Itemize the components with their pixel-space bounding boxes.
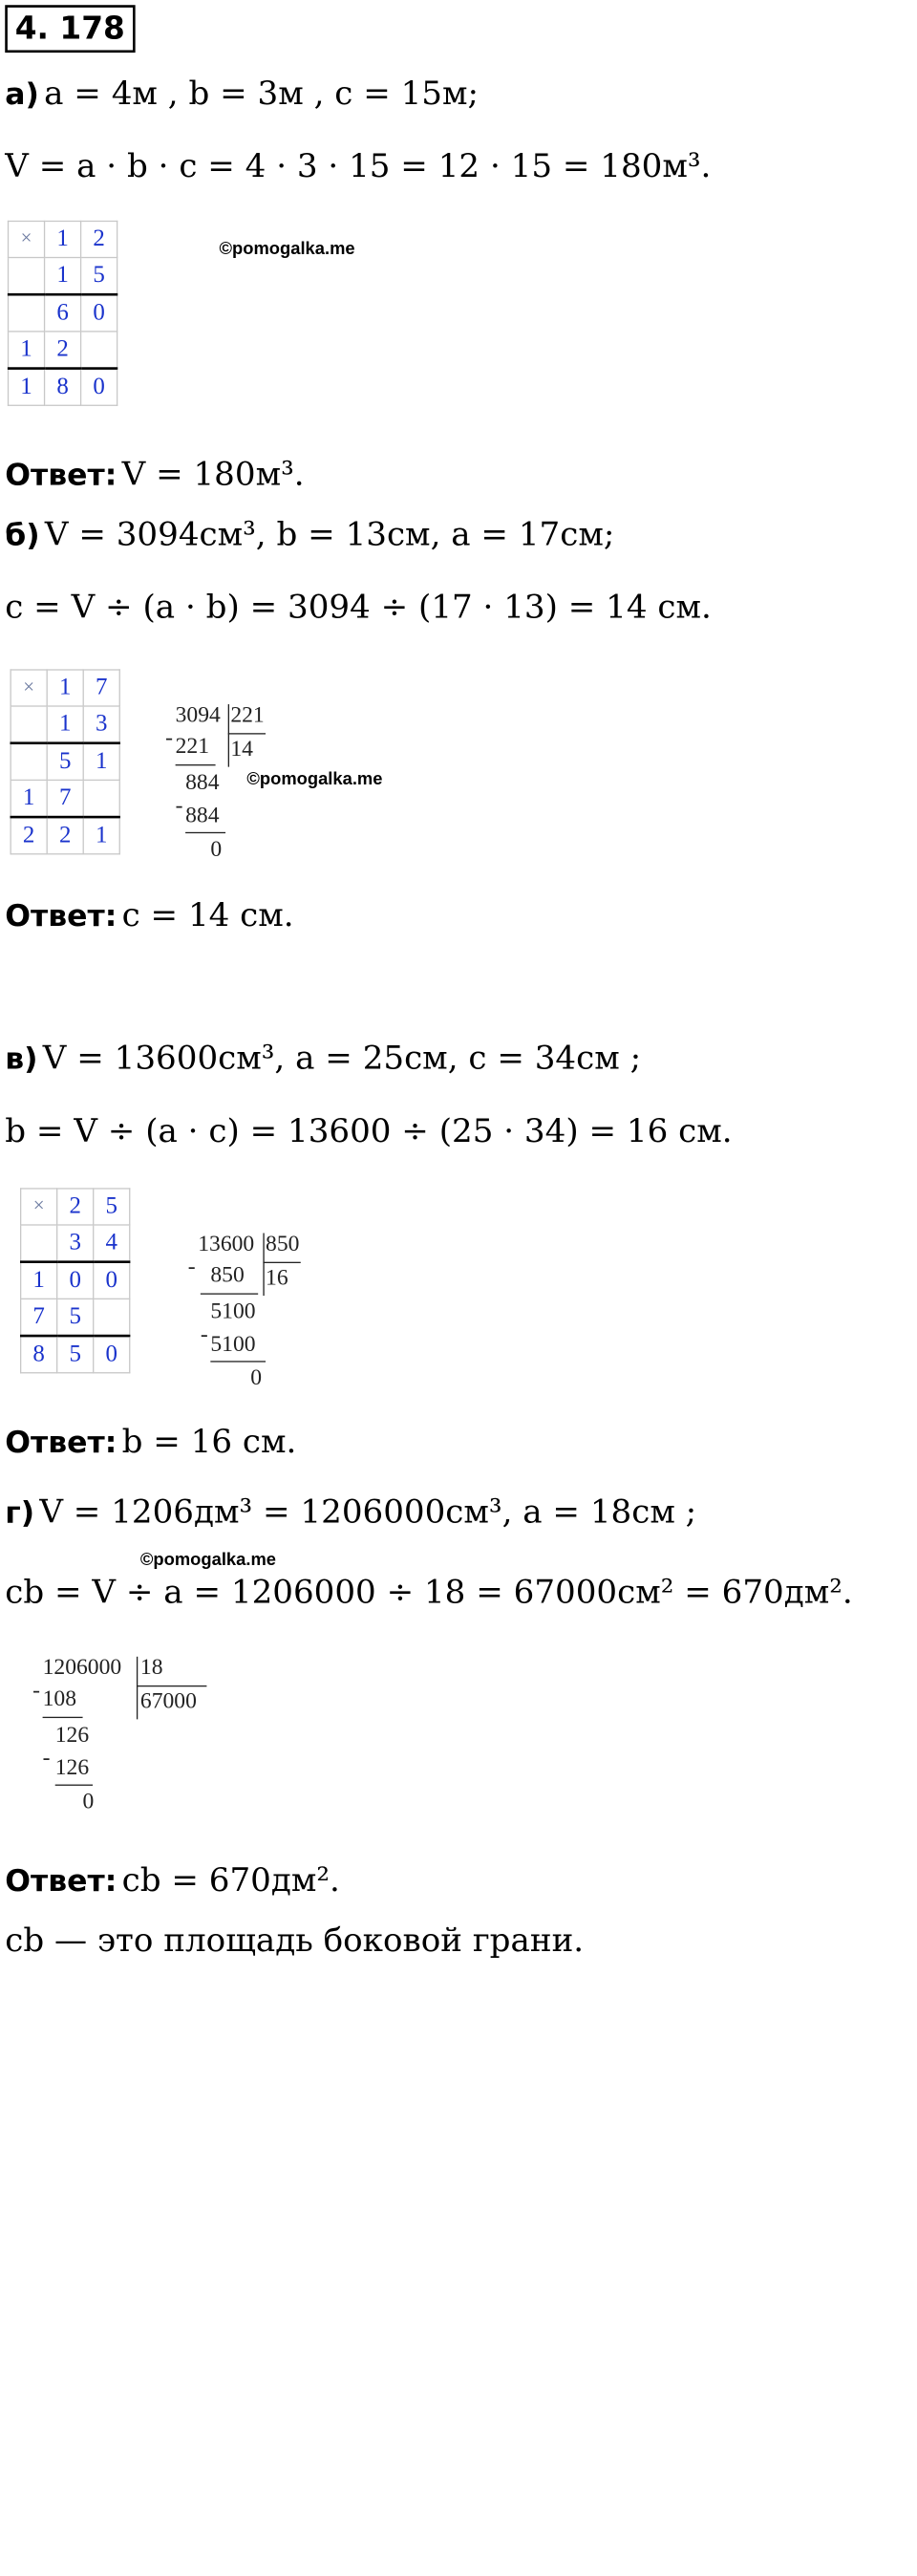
part-d-given: V = 1206дм³ = 1206000см³, a = 18см ; xyxy=(39,1493,697,1532)
mult-row xyxy=(9,221,117,257)
quotient: 16 xyxy=(266,1264,288,1290)
quotient: 67000 xyxy=(139,1687,197,1713)
subtrahend-2: 5100 xyxy=(210,1330,256,1357)
mult-cell: 0 xyxy=(94,1336,130,1373)
division-bracket xyxy=(137,1657,138,1720)
mult-cell: × xyxy=(11,670,47,706)
mult-cell: 1 xyxy=(83,817,119,854)
mult-cell: 2 xyxy=(47,817,83,854)
mult-cell: 2 xyxy=(11,817,47,854)
mult-cell: × xyxy=(9,221,45,257)
mult-cell: 5 xyxy=(47,743,83,781)
mult-cell: 8 xyxy=(45,369,81,406)
mult-cell: 1 xyxy=(83,743,119,781)
mult-cell xyxy=(11,743,47,781)
mult-row xyxy=(21,1299,130,1336)
mult-cell: 1 xyxy=(9,332,45,369)
remainder-1: 5100 xyxy=(210,1298,256,1323)
part-a-given-line xyxy=(5,75,479,113)
mult-row xyxy=(11,817,119,854)
mult-row xyxy=(9,258,117,295)
mult-cell: 7 xyxy=(21,1299,57,1336)
mult-cell: 0 xyxy=(94,1262,130,1299)
part-b-given: V = 3094см³, b = 13см, a = 17см; xyxy=(44,516,615,554)
part-a-answer-text: V = 180м³. xyxy=(121,456,305,494)
division-bracket-line xyxy=(263,1262,300,1263)
part-c-answer-text: b = 16 см. xyxy=(121,1423,297,1462)
mult-cell: 2 xyxy=(57,1189,94,1225)
mult-cell: 8 xyxy=(21,1336,57,1373)
mult-cell: 7 xyxy=(47,780,83,817)
mult-row xyxy=(11,743,119,781)
division-bracket-line xyxy=(228,733,266,734)
mult-row xyxy=(11,706,119,743)
mult-cell: 0 xyxy=(81,369,117,406)
mult-cell: 2 xyxy=(81,221,117,257)
part-b-calculation: c = V ÷ (a · b) = 3094 ÷ (17 · 13) = 14 см. xyxy=(5,589,712,627)
part-d-given-line xyxy=(5,1493,696,1531)
mult-cell xyxy=(21,1225,57,1262)
mult-row xyxy=(21,1262,130,1299)
mult-cell xyxy=(94,1299,130,1336)
mult-cell: 5 xyxy=(81,258,117,295)
mult-cell: 1 xyxy=(47,670,83,706)
division-bracket xyxy=(263,1234,264,1297)
mult-cell: 1 xyxy=(9,369,45,406)
part-d-long-division: 1206000 18 - 108 67000 126 - 126 0 xyxy=(32,1654,221,1816)
answer-label: Ответ: xyxy=(5,457,117,493)
subtrahend-1: 108 xyxy=(42,1685,77,1711)
mult-cell xyxy=(9,258,45,295)
subtrahend-1: 221 xyxy=(175,733,210,759)
part-a-multiplication xyxy=(8,221,117,406)
part-d-label: г) xyxy=(5,1494,35,1531)
mult-row xyxy=(9,294,117,332)
watermark: ©pomogalka.me xyxy=(139,1549,276,1569)
part-c-label: в) xyxy=(5,1041,38,1077)
part-c-calculation: b = V ÷ (a · c) = 13600 ÷ (25 · 34) = 16 см. xyxy=(5,1112,733,1150)
mult-row xyxy=(21,1336,130,1373)
part-b-label: б) xyxy=(5,517,40,553)
mult-cell: 0 xyxy=(57,1262,94,1299)
division-bracket xyxy=(228,704,229,767)
part-d-note: cb — это площадь боковой грани. xyxy=(5,1921,585,1961)
part-d-answer-text: cb = 670дм². xyxy=(121,1861,340,1900)
answer-label: Ответ: xyxy=(5,1425,117,1460)
subtrahend-2: 884 xyxy=(185,802,220,827)
part-d-calculation: cb = V ÷ a = 1206000 ÷ 18 = 67000см² = 670дм². xyxy=(5,1574,853,1612)
mult-cell: 3 xyxy=(83,706,119,743)
mult-row xyxy=(21,1225,130,1262)
part-b-answer-text: c = 14 см. xyxy=(121,897,294,935)
part-c-multiplication xyxy=(20,1188,130,1373)
part-b-multiplication xyxy=(10,669,119,854)
dividend: 3094 xyxy=(175,701,221,727)
mult-cell: 0 xyxy=(81,294,117,332)
dividend: 13600 xyxy=(198,1230,255,1256)
mult-cell: 1 xyxy=(21,1262,57,1299)
answer-label: Ответ: xyxy=(5,1863,117,1899)
part-b-long-division: 3094 221 - 221 14 884 - 884 0 xyxy=(165,701,265,862)
mult-row xyxy=(9,369,117,406)
mult-cell: 4 xyxy=(94,1225,130,1262)
mult-cell: 5 xyxy=(94,1189,130,1225)
part-b-given-line xyxy=(5,516,614,553)
mult-row xyxy=(11,670,119,706)
divisor: 18 xyxy=(139,1654,163,1680)
part-c-given: V = 13600см³, a = 25см, c = 34см ; xyxy=(42,1040,642,1078)
mult-cell xyxy=(81,332,117,369)
mult-cell: × xyxy=(21,1189,57,1225)
problem-number-text: 4. 178 xyxy=(14,10,125,47)
remainder-2: 0 xyxy=(210,835,223,862)
remainder-2: 0 xyxy=(82,1788,95,1814)
mult-cell xyxy=(9,294,45,332)
mult-cell: 1 xyxy=(11,780,47,817)
mult-cell: 1 xyxy=(47,706,83,743)
part-a-given: a = 4м , b = 3м , c = 15м; xyxy=(44,75,480,114)
mult-cell xyxy=(83,780,119,817)
divisor: 850 xyxy=(266,1230,300,1256)
mult-cell: 6 xyxy=(45,294,81,332)
dividend: 1206000 xyxy=(42,1654,122,1680)
mult-cell: 1 xyxy=(45,221,81,257)
part-a-answer xyxy=(5,456,304,493)
subtrahend-1: 850 xyxy=(210,1261,245,1287)
watermark: ©pomogalka.me xyxy=(219,238,355,259)
subtrahend-2: 126 xyxy=(54,1754,90,1780)
divisor: 221 xyxy=(230,701,265,727)
mult-cell: 5 xyxy=(57,1336,94,1373)
mult-row xyxy=(9,332,117,369)
part-c-long-division: 13600 850 - 850 16 5100 - 5100 0 xyxy=(187,1230,300,1390)
watermark: ©pomogalka.me xyxy=(246,767,383,788)
division-bracket-line xyxy=(137,1685,206,1686)
remainder-2: 0 xyxy=(250,1364,263,1390)
mult-cell xyxy=(11,706,47,743)
part-c-answer xyxy=(5,1424,296,1461)
part-b-answer xyxy=(5,897,293,934)
mult-row xyxy=(11,780,119,817)
mult-cell: 5 xyxy=(57,1299,94,1336)
answer-label: Ответ: xyxy=(5,898,117,934)
part-a-calculation: V = a · b · c = 4 · 3 · 15 = 12 · 15 = 180м³. xyxy=(5,147,712,186)
part-a-label: а) xyxy=(5,76,39,112)
mult-cell: 2 xyxy=(45,332,81,369)
problem-number xyxy=(5,5,135,53)
mult-cell: 1 xyxy=(45,258,81,295)
remainder-1: 884 xyxy=(185,769,220,795)
part-d-answer xyxy=(5,1862,340,1900)
mult-cell: 7 xyxy=(83,670,119,706)
remainder-1: 126 xyxy=(54,1722,90,1748)
part-c-given-line xyxy=(5,1041,641,1078)
quotient: 14 xyxy=(230,735,253,762)
mult-row xyxy=(21,1189,130,1225)
mult-cell: 3 xyxy=(57,1225,94,1262)
